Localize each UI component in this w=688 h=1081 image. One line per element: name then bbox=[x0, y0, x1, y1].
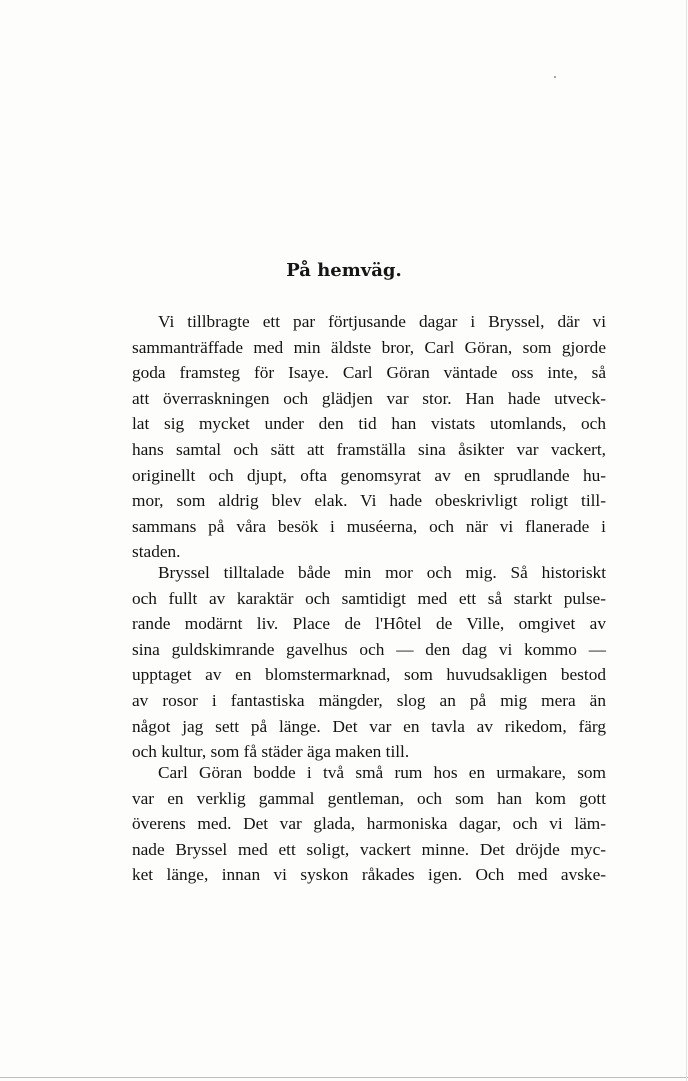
text-line: hans samtal och sätt att framställa sina åsikter var vackert, bbox=[132, 439, 606, 459]
text-line: upptaget av en blomstermarknad, som huvudsakligen bestod bbox=[132, 665, 606, 685]
chapter-title: På hemväg. bbox=[286, 260, 402, 281]
text-line: överens med. Det var glada, harmoniska dagar, och vi läm- bbox=[132, 814, 606, 834]
text-line: sammans på våra besök i muséerna, och när vi flanerade i bbox=[132, 516, 606, 536]
text-line: av rosor i fantastiska mängder, slog an på mig mera än bbox=[132, 690, 606, 710]
text-line: och kultur, som få städer äga maken till. bbox=[132, 742, 410, 762]
paragraph-3 bbox=[132, 760, 606, 888]
text-line: något jag sett på länge. Det var en tavla av rikedom, färg bbox=[132, 716, 606, 736]
text-line: lat sig mycket under den tid han vistats utomlands, och bbox=[132, 414, 606, 434]
text-line: sina guldskimrande gavelhus och — den dag vi kommo — bbox=[132, 639, 606, 659]
text-line: och fullt av karaktär och samtidigt med ett så starkt pulse- bbox=[132, 588, 606, 608]
text-line: att överraskningen och glädjen var stor. Han hade utveck- bbox=[132, 388, 606, 408]
scan-edge-bottom bbox=[0, 1077, 688, 1078]
text-line: Vi tillbragte ett par förtjusande dagar i Bryssel, där vi bbox=[158, 312, 606, 331]
text-line: sammanträffade med min äldste bror, Carl Göran, som gjorde bbox=[132, 337, 606, 357]
text-line: rande modärnt liv. Place de l'Hôtel de Ville, omgivet av bbox=[132, 614, 606, 634]
text-line: var en verklig gammal gentleman, och som han kom gott bbox=[132, 788, 606, 808]
scan-speck bbox=[554, 76, 556, 78]
text-line: Bryssel tilltalade både min mor och mig. Så historiskt bbox=[158, 563, 606, 582]
text-line: ket länge, innan vi syskon råkades igen. Och med avske- bbox=[132, 865, 606, 885]
scan-edge-right bbox=[686, 0, 687, 1081]
text-line: mor, som aldrig blev elak. Vi hade obeskrivligt roligt till- bbox=[132, 491, 606, 511]
text-line: staden. bbox=[132, 542, 181, 562]
text-line: nade Bryssel med ett soligt, vackert minne. Det dröjde myc- bbox=[132, 839, 606, 859]
text-line: originellt och djupt, ofta genomsyrat av en sprudlande hu- bbox=[132, 465, 606, 485]
text-line: goda framsteg för Isaye. Carl Göran väntade oss inte, så bbox=[132, 363, 606, 383]
text-line: Carl Göran bodde i två små rum hos en urmakare, som bbox=[158, 763, 606, 782]
paragraph-2 bbox=[132, 560, 606, 765]
paragraph-1 bbox=[132, 309, 606, 565]
